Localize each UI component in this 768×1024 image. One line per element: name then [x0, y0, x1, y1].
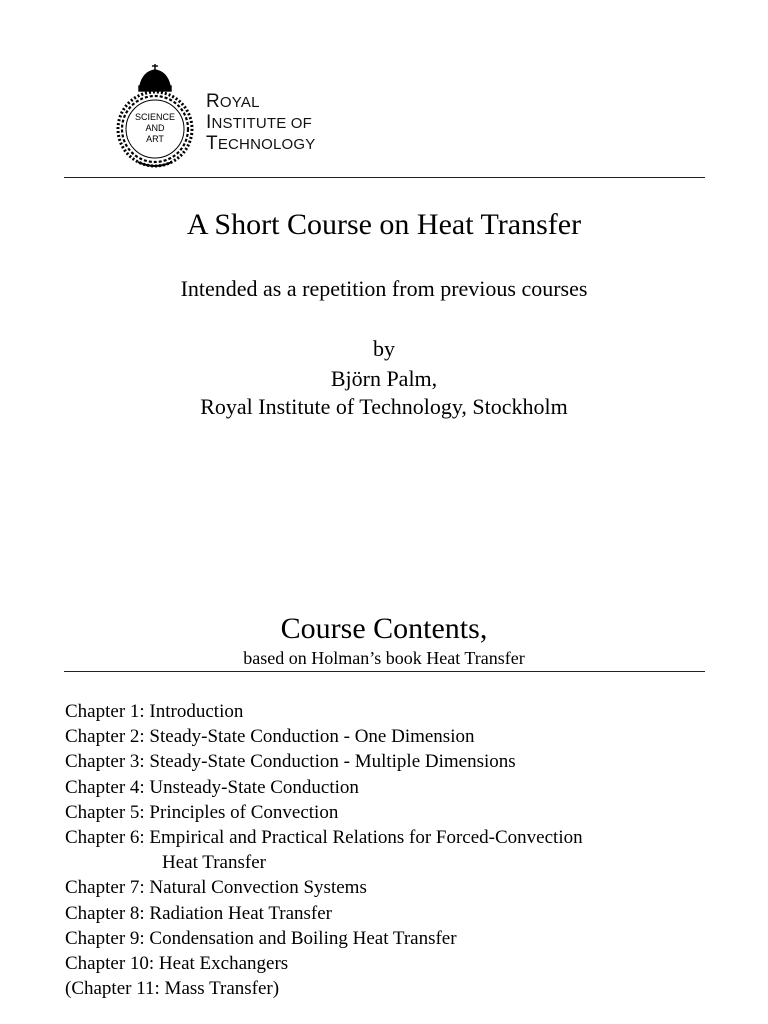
- chapter-item: Chapter 5: Principles of Convection: [65, 801, 339, 823]
- document-subtitle: Intended as a repetition from previous courses: [180, 276, 588, 301]
- chapter-item: Chapter 7: Natural Convection Systems: [65, 877, 367, 899]
- top-divider: [64, 177, 705, 178]
- by-line: by: [373, 336, 395, 361]
- chapter-item: (Chapter 11: Mass Transfer): [65, 978, 280, 1000]
- institute-name: [206, 92, 315, 155]
- chapter-item-continuation: Heat Transfer: [162, 852, 266, 874]
- contents-subheading: based on Holman’s book Heat Transfer: [243, 648, 525, 668]
- document-title: A Short Course on Heat Transfer: [186, 208, 582, 241]
- contents-divider: [64, 671, 705, 672]
- institute-logo: [110, 64, 330, 174]
- contents-heading: Course Contents,: [280, 612, 488, 645]
- chapter-item: Chapter 2: Steady-State Conduction - One Dimension: [65, 726, 475, 748]
- chapter-item: Chapter 4: Unsteady-State Conduction: [65, 776, 359, 798]
- chapter-list: [65, 699, 745, 1001]
- chapter-item: Chapter 8: Radiation Heat Transfer: [65, 902, 333, 924]
- logo-line-institute: INSTITUTE OF: [206, 112, 313, 133]
- chapter-item: Chapter 3: Steady-State Conduction - Multiple Dimensions: [65, 751, 516, 773]
- chapter-item: Chapter 1: Introduction: [65, 701, 244, 722]
- logo-line-technology: TECHNOLOGY: [206, 133, 316, 154]
- chapter-item: Chapter 6: Empirical and Practical Relations for Forced-Convection: [65, 827, 583, 849]
- seal-text-art: ART: [146, 134, 164, 144]
- seal-text-and: AND: [145, 123, 165, 133]
- author-affiliation: Royal Institute of Technology, Stockholm: [200, 394, 568, 419]
- crown-seal-icon: [110, 64, 200, 174]
- logo-line-royal: ROYAL: [206, 91, 260, 112]
- chapter-item: Chapter 9: Condensation and Boiling Heat Transfer: [65, 927, 457, 949]
- author-name: Björn Palm,: [330, 366, 438, 391]
- chapter-item: Chapter 10: Heat Exchangers: [65, 953, 289, 975]
- seal-text-science: SCIENCE: [134, 112, 176, 122]
